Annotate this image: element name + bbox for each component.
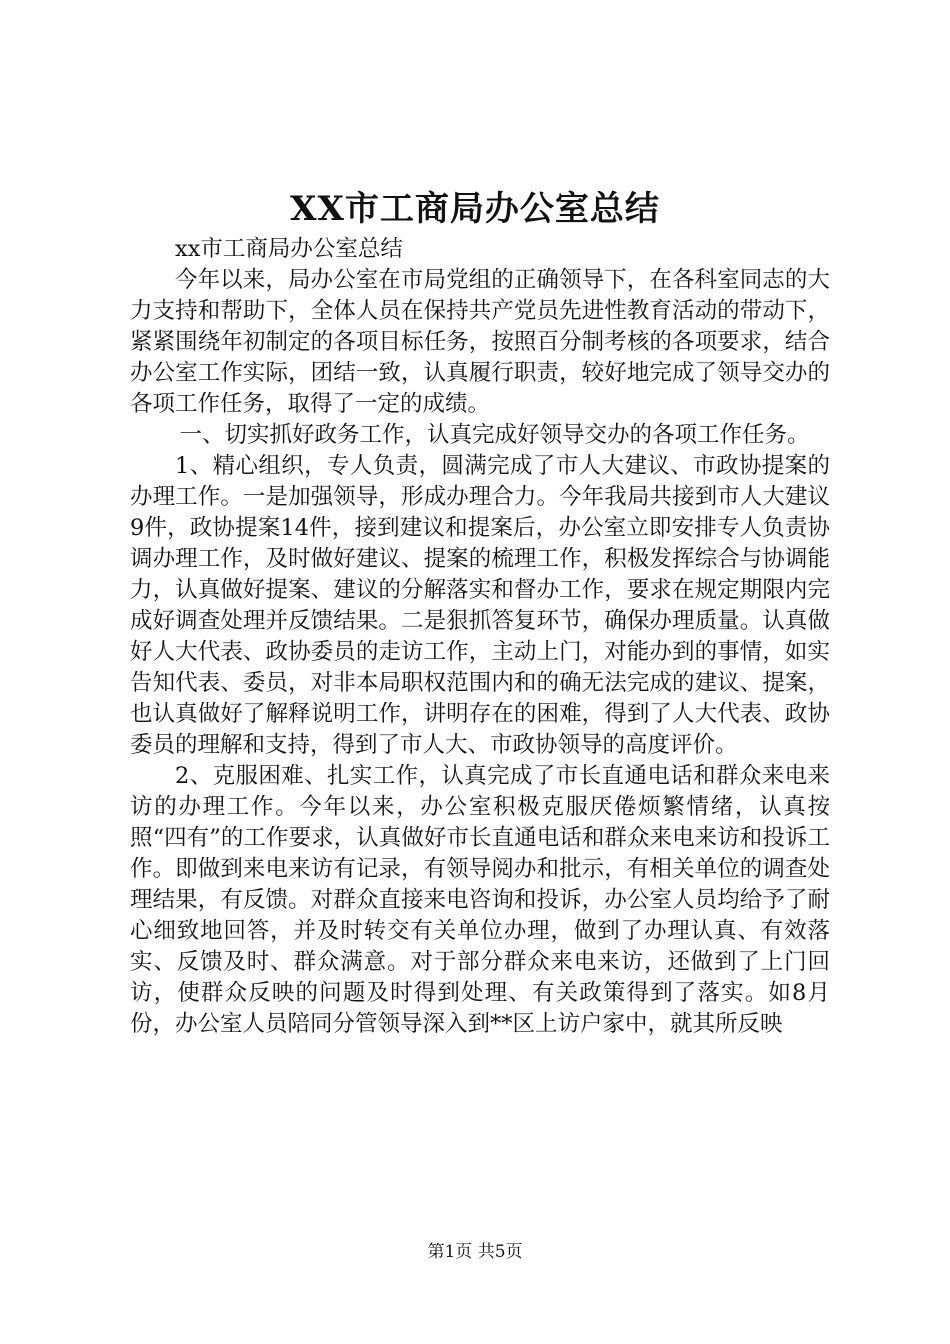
item-1-paragraph: 1、精心组织，专人负责，圆满完成了市人大建议、市政协提案的办理工作。一是加强领导，形成办理合力。今年我局共接到市人大建议9件，政协提案14件，接到建议和提案后，办公室立即安排专人负责协调办理工作，及时做好建议、提案的梳理工作，积极发挥综合与协调能力，认真做好提案、建议的分解落实和督办工作，要求在规定期限内完成好调查处理并反馈结果。二是狠抓答复环节，确保办理质量。认真做好人大代表、政协委员的走访工作，主动上门，对能办到的事情，如实告知代表、委员，对非本局职权范围内和的确无法完成的建议、提案，也认真做好了解释说明工作，讲明存在的困难，得到了人大代表、政协委员的理解和支持，得到了市人大、市政协领导的高度评价。 [130, 453, 830, 758]
section-heading-1: 一、切实抓好政务工作，认真完成好领导交办的各项工作任务。 [179, 422, 810, 448]
intro-paragraph: 今年以来，局办公室在市局党组的正确领导下，在各科室同志的大力支持和帮助下，全体人员在保持共产党员先进性教育活动的带动下，紧紧围绕年初制定的各项目标任务，按照百分制考核的各项要求，结合办公室工作实际，团结一致，认真履行职责，较好地完成了领导交办的各项工作任务，取得了一定的成绩。 [130, 267, 830, 417]
document-title: XX市工商局办公室总结 [290, 189, 660, 229]
page-number-footer: 第1页 共5页 [427, 1242, 523, 1262]
document-body [130, 234, 830, 1040]
document-subtitle-paragraph: xx市工商局办公室总结 [175, 236, 403, 262]
item-2-paragraph: 2、克服困难、扎实工作，认真完成了市长直通电话和群众来电来访的办理工作。今年以来，办公室积极克服厌倦烦繁情绪，认真按照“四有”的工作要求，认真做好市长直通电话和群众来电来访和投诉工作。即做到来电来访有记录，有领导阅办和批示，有相关单位的调查处理结果，有反馈。对群众直接来电咨询和投诉，办公室人员均给予了耐心细致地回答，并及时转交有关单位办理，做到了办理认真、有效落实、反馈及时、群众满意。对于部分群众来电来访，还做到了上门回访，使群众反映的问题及时得到处理、有关政策得到了落实。如8月份，办公室人员陪同分管领导深入到**区上访户家中，就其所反映 [130, 763, 830, 1037]
